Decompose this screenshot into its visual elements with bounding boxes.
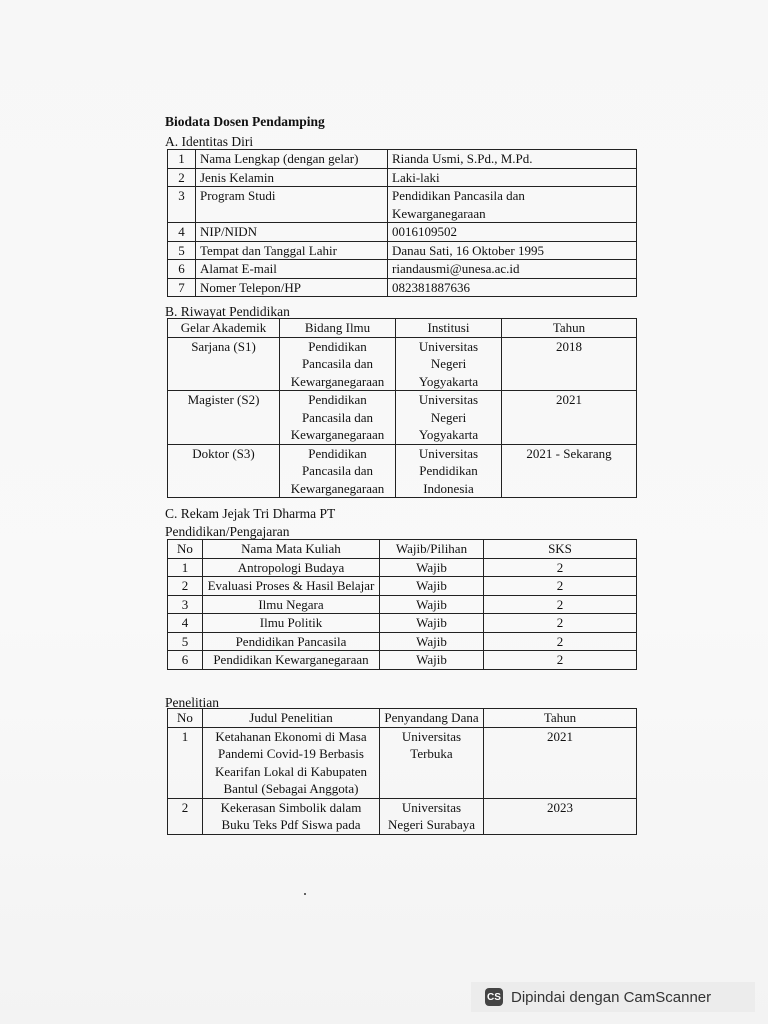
column-header: No: [168, 709, 203, 728]
row-number: 4: [168, 223, 196, 242]
document-title: Biodata Dosen Pendamping: [165, 114, 325, 129]
course-type: Wajib: [380, 632, 484, 651]
column-header: No: [168, 540, 203, 559]
column-header: Nama Mata Kuliah: [203, 540, 380, 559]
row-number: 2: [168, 168, 196, 187]
degree-cell: Magister (S2): [168, 391, 280, 445]
research-year: 2021: [484, 727, 637, 798]
camscanner-logo-icon: CS: [485, 988, 503, 1006]
table-row: [168, 168, 637, 187]
research-title: Ketahanan Ekonomi di Masa Pandemi Covid-19 Berbasis Kearifan Lokal di Kabupaten Bantul (Sebagai Anggota): [203, 727, 380, 798]
column-header: Bidang Ilmu: [280, 319, 396, 338]
field-label: Jenis Kelamin: [196, 168, 388, 187]
course-type: Wajib: [380, 595, 484, 614]
field-value: 0016109502: [388, 223, 637, 242]
section-b-heading: B. Riwayat Pendidikan: [165, 304, 290, 319]
pengajaran-subtitle: Pendidikan/Pengajaran: [165, 524, 290, 539]
course-type: Wajib: [380, 614, 484, 633]
research-year: 2023: [484, 798, 637, 834]
pengajaran-table: [167, 539, 637, 670]
row-number: 4: [168, 614, 203, 633]
pendidikan-table: [167, 318, 637, 498]
funding-source: Universitas Negeri Surabaya: [380, 798, 484, 834]
field-of-study-cell: Pendidikan Pancasila dan Kewarganegaraan: [280, 337, 396, 391]
field-value: riandausmi@unesa.ac.id: [388, 260, 637, 279]
table-row: [168, 651, 637, 670]
course-credits: 2: [484, 632, 637, 651]
table-row: [168, 558, 637, 577]
course-type: Wajib: [380, 558, 484, 577]
table-row: [168, 187, 637, 223]
table-row: [168, 577, 637, 596]
course-name: Pendidikan Pancasila: [203, 632, 380, 651]
table-header-row: [168, 709, 637, 728]
institution-cell: Universitas Negeri Yogyakarta: [396, 337, 502, 391]
row-number: 1: [168, 150, 196, 169]
funding-source: Universitas Terbuka: [380, 727, 484, 798]
row-number: 5: [168, 632, 203, 651]
table-row: [168, 260, 637, 279]
row-number: 5: [168, 241, 196, 260]
section-c-heading: C. Rekam Jejak Tri Dharma PT: [165, 506, 336, 521]
field-label: Nomer Telepon/HP: [196, 278, 388, 297]
institution-cell: Universitas Pendidikan Indonesia: [396, 444, 502, 498]
field-value: Danau Sati, 16 Oktober 1995: [388, 241, 637, 260]
table-row: [168, 632, 637, 651]
year-cell: 2018: [502, 337, 637, 391]
year-cell: 2021 - Sekarang: [502, 444, 637, 498]
row-number: 6: [168, 651, 203, 670]
section-a-heading: A. Identitas Diri: [165, 134, 254, 149]
row-number: 2: [168, 577, 203, 596]
field-label: NIP/NIDN: [196, 223, 388, 242]
table-row: [168, 798, 637, 834]
table-row: [168, 150, 637, 169]
penelitian-table: [167, 708, 637, 835]
row-number: 1: [168, 558, 203, 577]
column-header: Wajib/Pilihan: [380, 540, 484, 559]
identitas-table: [167, 149, 637, 297]
column-header: Penyandang Dana: [380, 709, 484, 728]
column-header: Institusi: [396, 319, 502, 338]
table-header-row: [168, 540, 637, 559]
course-name: Ilmu Politik: [203, 614, 380, 633]
field-value: Laki-laki: [388, 168, 637, 187]
row-number: 3: [168, 187, 196, 223]
course-credits: 2: [484, 651, 637, 670]
scan-speck: [304, 893, 306, 895]
year-cell: 2021: [502, 391, 637, 445]
table-row: [168, 337, 637, 391]
field-label: Tempat dan Tanggal Lahir: [196, 241, 388, 260]
institution-cell: Universitas Negeri Yogyakarta: [396, 391, 502, 445]
degree-cell: Sarjana (S1): [168, 337, 280, 391]
penelitian-subtitle: Penelitian: [165, 695, 219, 710]
table-row: [168, 614, 637, 633]
course-name: Ilmu Negara: [203, 595, 380, 614]
course-credits: 2: [484, 595, 637, 614]
field-label: Nama Lengkap (dengan gelar): [196, 150, 388, 169]
course-name: Pendidikan Kewarganegaraan: [203, 651, 380, 670]
camscanner-watermark: [471, 982, 755, 1012]
degree-cell: Doktor (S3): [168, 444, 280, 498]
field-label: Alamat E-mail: [196, 260, 388, 279]
field-value: Rianda Usmi, S.Pd., M.Pd.: [388, 150, 637, 169]
field-value: Pendidikan Pancasila dan Kewarganegaraan: [388, 187, 637, 223]
course-credits: 2: [484, 558, 637, 577]
table-row: [168, 278, 637, 297]
table-row: [168, 727, 637, 798]
column-header: SKS: [484, 540, 637, 559]
course-credits: 2: [484, 577, 637, 596]
column-header: Judul Penelitian: [203, 709, 380, 728]
course-credits: 2: [484, 614, 637, 633]
course-name: Evaluasi Proses & Hasil Belajar: [203, 577, 380, 596]
field-value: 082381887636: [388, 278, 637, 297]
table-row: [168, 595, 637, 614]
table-row: [168, 391, 637, 445]
research-title: Kekerasan Simbolik dalam Buku Teks Pdf Siswa pada: [203, 798, 380, 834]
table-row: [168, 241, 637, 260]
row-number: 1: [168, 727, 203, 798]
table-row: [168, 444, 637, 498]
field-of-study-cell: Pendidikan Pancasila dan Kewarganegaraan: [280, 391, 396, 445]
field-label: Program Studi: [196, 187, 388, 223]
course-type: Wajib: [380, 577, 484, 596]
table-row: [168, 223, 637, 242]
row-number: 3: [168, 595, 203, 614]
watermark-text: Dipindai dengan CamScanner: [511, 988, 712, 1006]
table-header-row: [168, 319, 637, 338]
row-number: 7: [168, 278, 196, 297]
course-type: Wajib: [380, 651, 484, 670]
column-header: Gelar Akademik: [168, 319, 280, 338]
column-header: Tahun: [484, 709, 637, 728]
column-header: Tahun: [502, 319, 637, 338]
field-of-study-cell: Pendidikan Pancasila dan Kewarganegaraan: [280, 444, 396, 498]
row-number: 6: [168, 260, 196, 279]
row-number: 2: [168, 798, 203, 834]
course-name: Antropologi Budaya: [203, 558, 380, 577]
